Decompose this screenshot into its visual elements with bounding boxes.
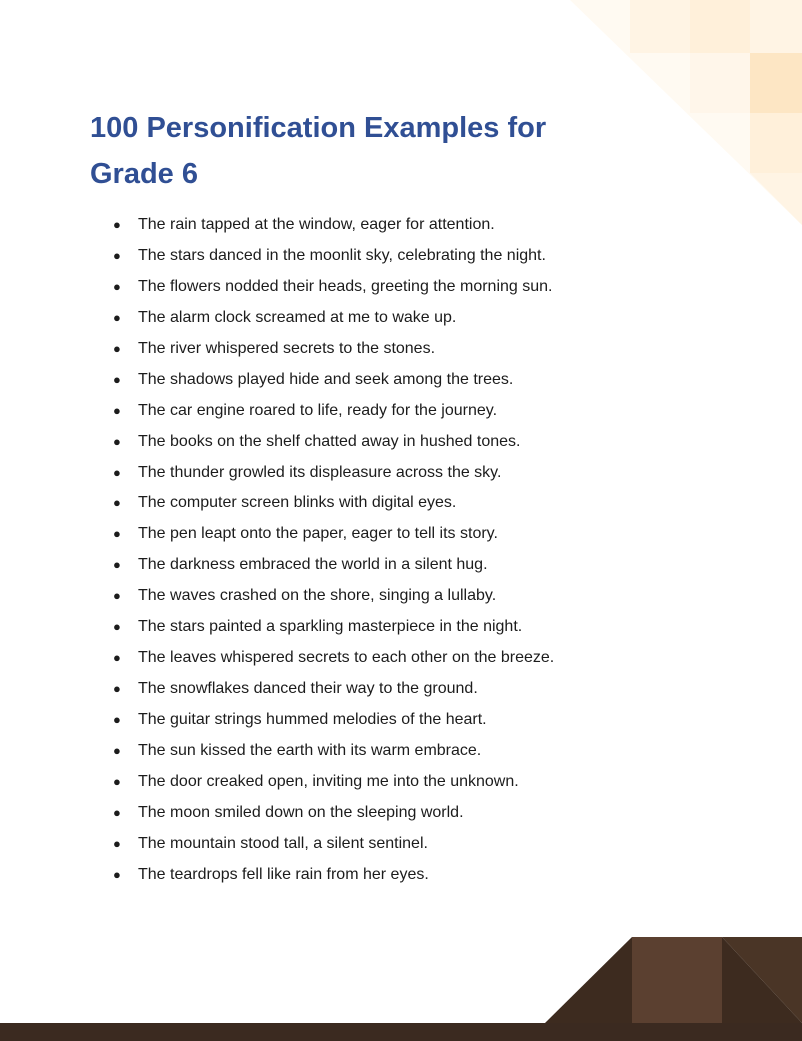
example-text: The mountain stood tall, a silent sentinel. (138, 834, 428, 852)
list-item (113, 829, 713, 860)
example-text: The sun kissed the earth with its warm embrace. (138, 741, 482, 759)
bullet-icon: ● (113, 712, 121, 727)
bullet-icon: ● (113, 773, 121, 789)
list-item (113, 705, 713, 736)
bullet-icon: ● (113, 557, 121, 573)
bullet-icon: ● (113, 371, 121, 387)
example-text: The waves crashed on the shore, singing a lullaby. (138, 587, 497, 605)
list-item (113, 272, 713, 303)
bullet-icon: ● (113, 402, 121, 418)
example-text: The books on the shelf chatted away in hushed tones. (138, 432, 521, 450)
list-item (113, 860, 713, 891)
list-item (113, 241, 713, 272)
list-item (113, 334, 713, 365)
example-text: The shadows played hide and seek among the trees. (138, 370, 514, 388)
list-item (113, 550, 713, 581)
list-item (113, 519, 713, 550)
bullet-icon: ● (113, 340, 121, 356)
bullet-icon: ● (113, 588, 121, 604)
bullet-icon: ● (113, 835, 121, 851)
example-text: The car engine roared to life, ready for the journey. (138, 401, 498, 419)
bullet-icon: ● (113, 650, 121, 666)
list-item (113, 488, 713, 519)
example-text: The computer screen blinks with digital eyes. (138, 494, 457, 512)
list-item (113, 427, 713, 458)
example-text: The guitar strings hummed melodies of the heart. (138, 711, 487, 728)
bullet-icon: ● (113, 278, 121, 294)
example-text: The moon smiled down on the sleeping world. (138, 803, 464, 821)
example-text: The leaves whispered secrets to each other on the breeze. (138, 649, 555, 667)
bottom-decoration (0, 930, 802, 1041)
bullet-icon: ● (113, 464, 121, 480)
list-item (113, 303, 713, 334)
bullet-icon: ● (113, 309, 121, 325)
list-item (113, 736, 713, 767)
example-text: The thunder growled its displeasure across the sky. (138, 463, 502, 481)
list-item (113, 458, 713, 489)
list-item (113, 365, 713, 396)
list-item (113, 767, 713, 798)
example-text: The teardrops fell like rain from her eyes. (138, 865, 429, 883)
example-text: The door creaked open, inviting me into the unknown. (138, 772, 519, 790)
example-text: The stars danced in the moonlit sky, celebrating the night. (138, 246, 546, 264)
list-item (113, 612, 713, 643)
bullet-icon: ● (113, 681, 121, 697)
page-title: 100 Personification Examples for Grade 6 (90, 112, 547, 190)
bullet-icon: ● (113, 433, 121, 449)
bullet-icon: ● (113, 804, 121, 820)
list-item (113, 643, 713, 674)
example-text: The darkness embraced the world in a silent hug. (138, 556, 488, 574)
example-text: The rain tapped at the window, eager for attention. (138, 216, 495, 233)
bullet-icon: ● (113, 866, 121, 882)
bullet-icon: ● (113, 526, 121, 542)
bullet-icon: ● (113, 619, 121, 635)
list-item (113, 210, 713, 241)
example-text: The alarm clock screamed at me to wake up. (138, 308, 457, 326)
list-item (113, 396, 713, 427)
example-text: The flowers nodded their heads, greeting the morning sun. (138, 277, 553, 295)
bullet-icon: ● (113, 247, 121, 263)
examples-list (113, 210, 713, 891)
example-text: The stars painted a sparkling masterpiece in the night. (138, 618, 523, 636)
example-text: The river whispered secrets to the stones. (138, 339, 436, 357)
bullet-icon: ● (113, 742, 121, 758)
list-item (113, 581, 713, 612)
list-item (113, 798, 713, 829)
bullet-icon: ● (113, 217, 121, 232)
list-item (113, 674, 713, 705)
example-text: The pen leapt onto the paper, eager to tell its story. (138, 525, 498, 543)
bullet-icon: ● (113, 495, 121, 511)
example-text: The snowflakes danced their way to the ground. (138, 680, 478, 698)
